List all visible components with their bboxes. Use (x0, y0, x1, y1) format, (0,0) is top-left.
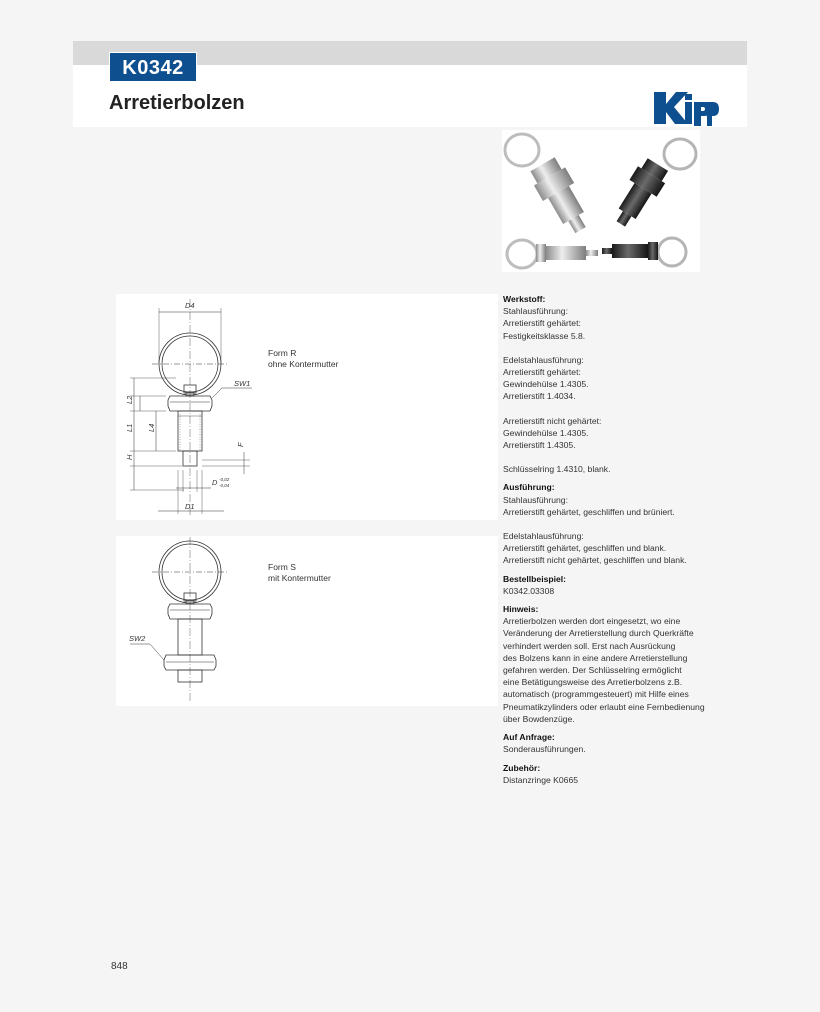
product-code-badge: K0342 (109, 52, 197, 82)
spec-line: Arretierstift nicht gehärtet, geschliffen und blank. (503, 555, 687, 566)
spec-line: Arretierbolzen werden dort eingesetzt, wo eine (503, 616, 681, 627)
zubehoer-heading: Zubehör: (503, 762, 541, 773)
page-number: 848 (111, 961, 128, 972)
spec-line: Edelstahlausführung: (503, 354, 584, 365)
form-r-description: ohne Kontermutter (268, 359, 339, 369)
spec-line: Arretierstift nicht gehärtet: (503, 415, 602, 426)
spec-line: Edelstahlausführung: (503, 531, 584, 542)
spec-line: Arretierstift gehärtet: (503, 318, 581, 329)
spec-line: über Bowdenzüge. (503, 713, 575, 724)
spec-line: Festigkeitsklasse 5.8. (503, 330, 586, 341)
spec-line: Sonderausführungen. (503, 744, 586, 755)
spec-line: Arretierstift 1.4034. (503, 391, 576, 402)
dim-label-d1: D1 (185, 502, 195, 511)
werkstoff-heading: Werkstoff: (503, 294, 546, 304)
specification-text (503, 293, 718, 786)
form-s-label (268, 562, 331, 584)
hinweis-heading: Hinweis: (503, 604, 539, 615)
page-title: Arretierbolzen (109, 92, 245, 114)
spec-line: K0342.03308 (503, 585, 555, 596)
ausfuehrung-heading: Ausführung: (503, 482, 555, 493)
spec-line: gefahren werden. Der Schlüsselring ermöglicht (503, 665, 682, 676)
spec-line: Distanzringe K0665 (503, 774, 579, 785)
spec-line: Stahlausführung: (503, 306, 568, 317)
spec-line: eine Betätigungsweise des Arretierbolzens z.B. (503, 677, 683, 688)
product-photo (502, 130, 700, 272)
spec-line: Arretierstift gehärtet: (503, 367, 581, 378)
technical-drawing-form-s (116, 536, 276, 706)
spec-line: Gewindehülse 1.4305. (503, 379, 589, 390)
auf-anfrage-heading: Auf Anfrage: (503, 732, 555, 743)
kipp-logo (652, 88, 720, 128)
spec-line: des Bolzens kann in eine andere Arretierstellung (503, 652, 688, 663)
spec-line: automatisch (programmgesteuert) mit Hilfe eines (503, 689, 689, 700)
dim-label-sw1: SW1 (234, 379, 251, 388)
spec-line: Veränderung der Arretierstellung durch Querkräfte (503, 628, 694, 639)
spec-line: Stahlausführung: (503, 494, 568, 505)
dim-label-l1: L1 (125, 423, 134, 432)
dim-label-l4: L4 (147, 423, 156, 432)
spec-line: Pneumatikzylinders oder erlaubt eine Fernbedienung (503, 701, 705, 712)
technical-drawing-form-r (116, 294, 276, 520)
form-s-description: mit Kontermutter (268, 573, 331, 583)
form-s-title: Form S (268, 562, 296, 572)
spec-line: Gewindehülse 1.4305. (503, 427, 589, 438)
dim-tolerance-upper: -0,02 (219, 477, 230, 482)
dim-label-sw2: SW2 (129, 634, 146, 643)
dim-label-h: H (125, 454, 134, 460)
dim-label-f: F (236, 442, 245, 447)
spec-line: Arretierstift gehärtet, geschliffen und brüniert. (503, 506, 675, 517)
dim-label-l2: L2 (125, 395, 134, 404)
bestellbeispiel-heading: Bestellbeispiel: (503, 573, 567, 584)
dim-label-d4: D4 (185, 301, 195, 310)
spec-line: Arretierstift gehärtet, geschliffen und blank. (503, 543, 667, 554)
spec-line: verhindert werden soll. Erst nach Ausrückung (503, 640, 676, 651)
spec-line: Arretierstift 1.4305. (503, 440, 576, 451)
spec-line: Schlüsselring 1.4310, blank. (503, 464, 611, 475)
dim-tolerance-lower: -0,04 (219, 483, 230, 488)
dim-label-d: D (212, 478, 218, 487)
form-r-title: Form R (268, 348, 297, 358)
form-r-label (268, 348, 338, 370)
